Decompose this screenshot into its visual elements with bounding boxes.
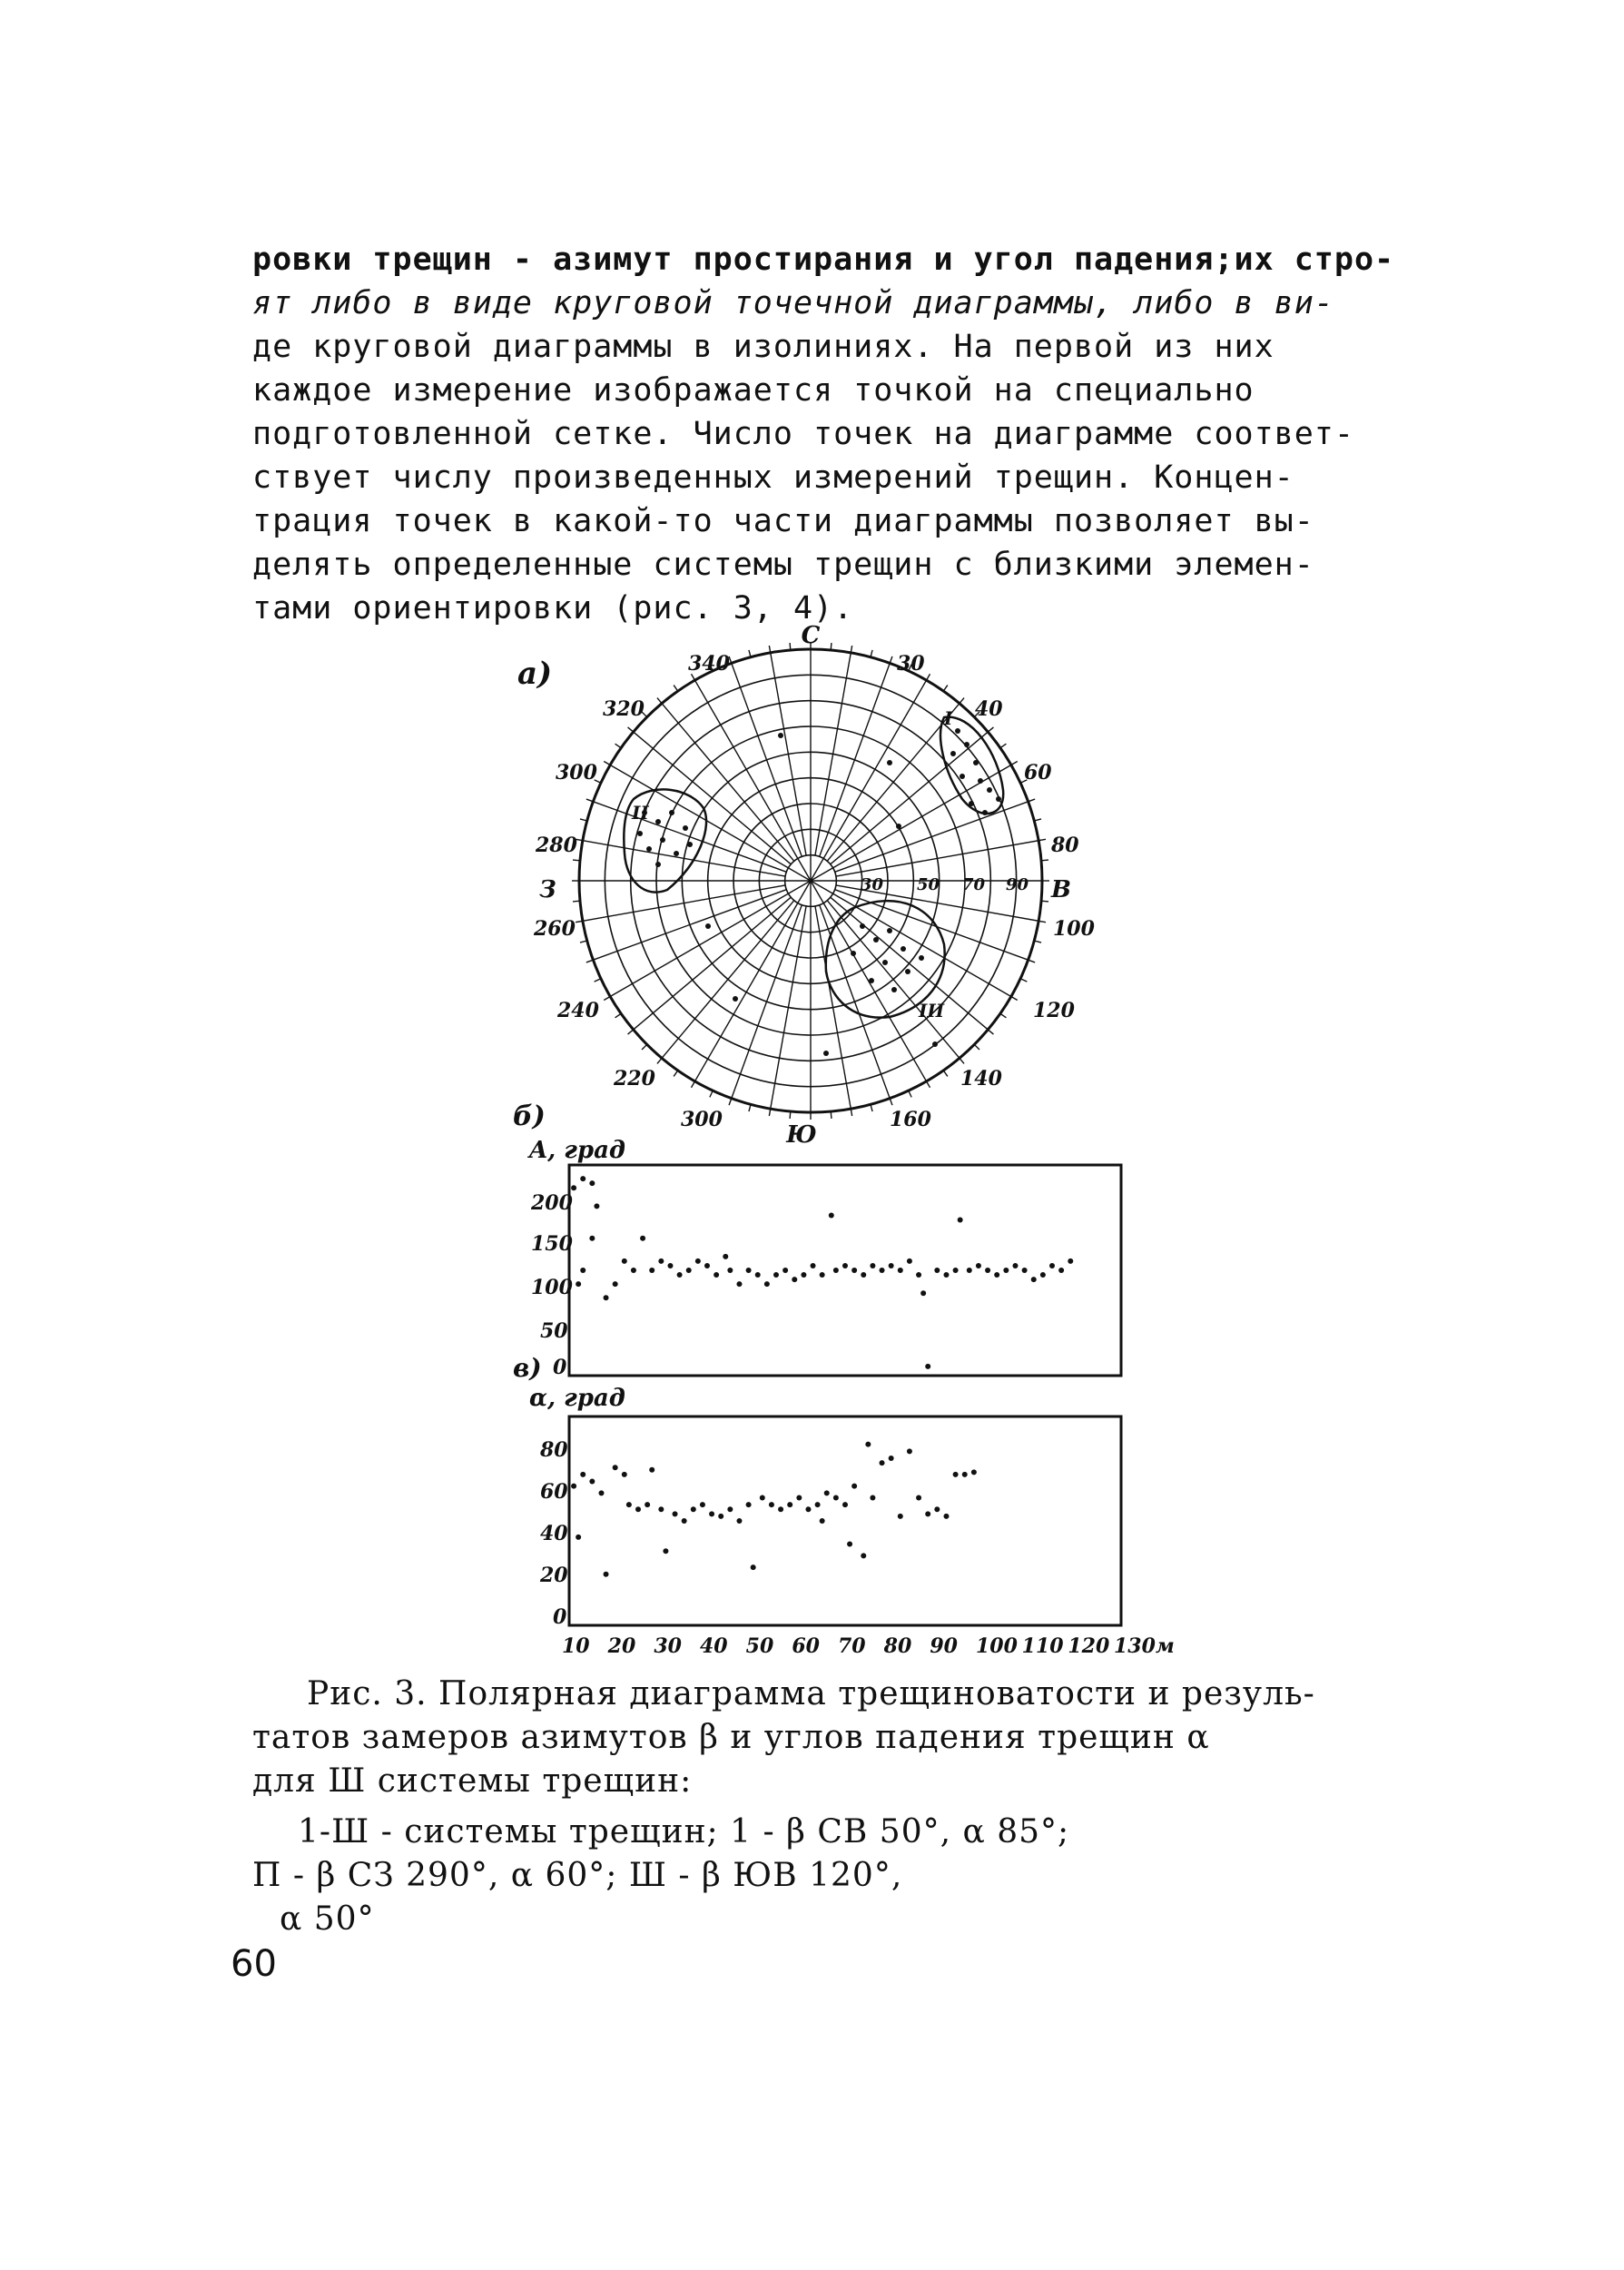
scatter-point xyxy=(842,1263,848,1268)
scatter-point xyxy=(925,1511,930,1516)
polar-point xyxy=(932,1041,938,1047)
scatter-point xyxy=(640,1236,645,1241)
y-tick-label: 50 xyxy=(540,1319,568,1343)
scatter-point xyxy=(589,1180,595,1186)
scatter-point xyxy=(682,1518,687,1524)
grid-radial-line xyxy=(583,841,785,876)
scatter-point xyxy=(649,1467,655,1473)
radial-label: 50 xyxy=(917,875,940,894)
scatter-point xyxy=(907,1258,912,1264)
scatter-point xyxy=(764,1281,770,1287)
figure-label-a: а) xyxy=(517,656,553,692)
caption-line: для Ш системы трещин: xyxy=(252,1762,693,1800)
scatter-point xyxy=(723,1254,728,1259)
scatter-point xyxy=(934,1506,940,1512)
rim-tick xyxy=(573,901,580,902)
scatter-point xyxy=(898,1268,903,1273)
y-tick-label: 0 xyxy=(553,1605,567,1629)
rim-tick xyxy=(988,727,993,732)
system-label: III xyxy=(919,1000,945,1022)
radial-label: 90 xyxy=(1006,875,1029,894)
scatter-point xyxy=(889,1263,894,1268)
rim-tick xyxy=(628,1030,634,1034)
grid-radial-line xyxy=(583,885,785,921)
azimuth-label: 120 xyxy=(1033,999,1075,1022)
rim-tick xyxy=(586,799,594,802)
polar-point xyxy=(882,960,888,965)
system-label: I xyxy=(944,707,953,729)
grid-radial-line xyxy=(771,653,806,855)
scatter-point xyxy=(677,1272,683,1278)
polar-point xyxy=(987,787,992,793)
polar-point xyxy=(733,996,738,1002)
azimuth-label: 240 xyxy=(557,999,599,1022)
scatter-point xyxy=(691,1506,696,1512)
scatter-point xyxy=(658,1506,664,1512)
azimuth-label: 80 xyxy=(1051,834,1079,857)
rim-tick xyxy=(943,1071,948,1077)
scatter-point xyxy=(594,1203,599,1209)
dip-angle-scatter-chart xyxy=(522,1380,1175,1662)
figure-caption xyxy=(252,1673,1432,1941)
scatter-point xyxy=(861,1272,866,1278)
x-tick-labels xyxy=(562,1634,1175,1658)
data-points xyxy=(571,1442,977,1577)
azimuth-label: 300 xyxy=(556,761,597,785)
rim-tick xyxy=(831,643,832,650)
azimuth-label: 160 xyxy=(890,1108,931,1131)
rim-tick xyxy=(790,643,791,650)
scatter-point xyxy=(571,1185,576,1190)
azimuth-label: 320 xyxy=(603,697,645,721)
scatter-point xyxy=(847,1542,852,1547)
rim-tick xyxy=(628,727,634,732)
page-number: 60 xyxy=(231,1943,277,1985)
scatter-point xyxy=(576,1281,581,1287)
grid-radial-line xyxy=(836,841,1038,876)
x-tick-label: 40 xyxy=(700,1634,728,1658)
x-tick-label: 70 xyxy=(838,1634,866,1658)
scatter-point xyxy=(880,1268,885,1273)
polar-point xyxy=(669,810,674,815)
rim-tick xyxy=(604,762,610,765)
scatter-point xyxy=(604,1295,609,1300)
rim-tick xyxy=(729,1099,732,1106)
text-line: ят либо в виде круговой точечной диаграммы, либо в ви- xyxy=(252,285,1334,321)
rim-tick xyxy=(790,1111,791,1119)
scatter-point xyxy=(865,1442,871,1447)
polar-point xyxy=(851,951,856,956)
scatter-point xyxy=(649,1268,655,1273)
scatter-point xyxy=(667,1263,673,1268)
east-label: В xyxy=(1051,876,1071,903)
scatter-point xyxy=(645,1502,650,1507)
scatter-point xyxy=(796,1495,802,1500)
scatter-point xyxy=(880,1460,885,1466)
scatter-point xyxy=(985,1268,990,1273)
west-label: З xyxy=(539,876,556,903)
azimuth-label: 40 xyxy=(975,697,1003,721)
polar-dots xyxy=(637,728,1001,1056)
grid-radial-line xyxy=(815,653,851,855)
scatter-point xyxy=(778,1506,783,1512)
scatter-point xyxy=(1003,1268,1009,1273)
polar-point xyxy=(950,751,956,756)
scatter-point xyxy=(576,1535,581,1540)
polar-point xyxy=(655,862,661,867)
x-tick-label: 60 xyxy=(792,1634,820,1658)
caption-line: α 50° xyxy=(280,1900,375,1938)
scatter-point xyxy=(861,1553,866,1558)
rim-tick xyxy=(573,860,580,861)
scatter-point xyxy=(727,1268,733,1273)
scatter-point xyxy=(820,1272,825,1278)
system-label: II xyxy=(632,802,649,824)
polar-point xyxy=(778,733,783,738)
scatter-point xyxy=(589,1479,595,1485)
scatter-point xyxy=(704,1263,710,1268)
scatter-point xyxy=(994,1272,999,1278)
scatter-point xyxy=(718,1514,723,1519)
rim-tick xyxy=(1000,744,1007,748)
rim-tick xyxy=(909,1091,911,1097)
x-tick-label: 20 xyxy=(607,1634,636,1658)
figure-label-v: в) xyxy=(513,1353,542,1383)
x-tick-label: 100 xyxy=(976,1634,1018,1658)
polar-point xyxy=(901,946,906,952)
y-tick-label: 100 xyxy=(531,1276,573,1299)
scatter-point xyxy=(1058,1268,1064,1273)
rim-tick xyxy=(988,1030,993,1034)
scatter-point xyxy=(598,1490,604,1495)
scatter-point xyxy=(613,1281,618,1287)
scatter-point xyxy=(769,1502,774,1507)
y-tick-label: 80 xyxy=(540,1438,568,1462)
rim-tick xyxy=(580,819,587,821)
x-tick-label: 80 xyxy=(883,1634,912,1658)
rim-tick xyxy=(1029,799,1036,802)
y-tick-label: 0 xyxy=(553,1356,567,1379)
scatter-point xyxy=(1022,1268,1028,1273)
y-axis-label: A, град xyxy=(529,1137,626,1164)
rim-tick xyxy=(1029,960,1036,962)
text-line: делять определенные системы трещин с близкими элемен- xyxy=(252,547,1314,583)
rim-tick xyxy=(674,686,678,692)
scatter-point xyxy=(811,1263,816,1268)
rim-tick xyxy=(1034,819,1041,821)
azimuth-label: 300 xyxy=(681,1108,723,1131)
polar-point xyxy=(978,778,983,784)
caption-line: 1-Ш - системы трещин; 1 - β СВ 50°, α 85°; xyxy=(298,1813,1070,1851)
scatter-point xyxy=(889,1456,894,1461)
south-label: Ю xyxy=(786,1121,817,1149)
azimuth-label: 340 xyxy=(688,652,730,676)
text-line: ровки трещин - азимут простирания и угол падения;их стро- xyxy=(252,242,1395,278)
scatter-point xyxy=(976,1263,981,1268)
scatter-point xyxy=(953,1472,959,1477)
polar-point xyxy=(646,846,652,852)
text-line: каждое измерение изображается точкой на специально xyxy=(252,372,1255,409)
radial-label: 30 xyxy=(861,875,884,894)
polar-point xyxy=(896,824,901,829)
scatter-point xyxy=(622,1472,627,1477)
scatter-point xyxy=(635,1506,641,1512)
rim-tick xyxy=(1041,860,1048,861)
caption-line: татов замеров азимутов β и углов падения трещин α xyxy=(252,1719,1210,1756)
scatter-point xyxy=(773,1272,779,1278)
scatter-point xyxy=(760,1495,765,1500)
y-tick-label: 200 xyxy=(531,1191,573,1215)
scatter-point xyxy=(751,1564,756,1570)
scatter-point xyxy=(727,1506,733,1512)
polar-point xyxy=(891,987,897,992)
scatter-point xyxy=(916,1272,921,1278)
text-line: подготовленной сетке. Число точек на диаграмме соответ- xyxy=(252,416,1354,452)
scatter-point xyxy=(943,1514,949,1519)
scatter-point xyxy=(801,1272,806,1278)
scatter-point xyxy=(916,1495,921,1500)
rim-tick xyxy=(657,698,662,704)
scatter-point xyxy=(815,1502,821,1507)
x-tick-label: 130м xyxy=(1114,1634,1175,1658)
text-line: ствует числу произведенных измерений трещин. Концен- xyxy=(252,459,1294,496)
polar-point xyxy=(660,837,665,843)
scatter-point xyxy=(700,1502,705,1507)
scatter-point xyxy=(833,1495,839,1500)
x-tick-label: 10 xyxy=(562,1634,590,1658)
text-line: тами ориентировки (рис. 3, 4). xyxy=(252,590,854,627)
x-tick-label: 30 xyxy=(654,1634,682,1658)
y-tick-label: 150 xyxy=(531,1232,573,1256)
scatter-point xyxy=(934,1268,940,1273)
polar-point xyxy=(960,774,965,779)
azimuth-label: 220 xyxy=(614,1067,655,1091)
scatter-point xyxy=(580,1176,586,1181)
scatter-point xyxy=(604,1572,609,1577)
rim-tick xyxy=(960,1058,964,1063)
scatter-point xyxy=(842,1502,848,1507)
rim-tick xyxy=(657,1058,662,1063)
scatter-point xyxy=(626,1502,632,1507)
scatter-point xyxy=(792,1277,797,1282)
scatter-point xyxy=(851,1268,857,1273)
scatter-point xyxy=(571,1484,576,1489)
scatter-point xyxy=(673,1511,678,1516)
azimuth-label: 140 xyxy=(960,1067,1002,1091)
scatter-point xyxy=(898,1514,903,1519)
scatter-point xyxy=(833,1268,839,1273)
rim-tick xyxy=(1020,979,1027,982)
scatter-point xyxy=(787,1502,792,1507)
x-tick-label: 90 xyxy=(930,1634,958,1658)
polar-point xyxy=(964,742,969,747)
scatter-point xyxy=(958,1218,963,1223)
scatter-point xyxy=(1049,1263,1055,1268)
scatter-point xyxy=(1031,1277,1037,1282)
rim-tick xyxy=(586,960,594,962)
radial-label: 70 xyxy=(962,875,986,894)
polar-point xyxy=(887,928,892,933)
y-tick-label: 20 xyxy=(540,1564,568,1587)
scatter-point xyxy=(580,1268,586,1273)
polar-point xyxy=(687,842,693,847)
y-axis-label: α, град xyxy=(529,1385,625,1412)
scatter-point xyxy=(709,1511,714,1516)
polar-point xyxy=(955,728,960,734)
scatter-point xyxy=(829,1212,834,1218)
polar-point xyxy=(860,923,865,929)
scatter-point xyxy=(580,1472,586,1477)
rim-tick xyxy=(1000,1013,1007,1018)
scatter-point xyxy=(805,1506,811,1512)
rim-tick xyxy=(890,656,892,664)
scatter-point xyxy=(755,1272,761,1278)
scatter-point xyxy=(622,1258,627,1264)
azimuth-label: 100 xyxy=(1053,917,1095,941)
scatter-point xyxy=(736,1281,742,1287)
rim-tick xyxy=(960,698,964,704)
azimuth-scatter-chart xyxy=(522,1130,1157,1389)
scatter-point xyxy=(746,1502,752,1507)
text-line: трация точек в какой-то части диаграммы позволяет вы- xyxy=(252,503,1314,539)
rim-tick xyxy=(595,979,601,982)
y-tick-label: 60 xyxy=(540,1480,568,1504)
figure-label-b: б) xyxy=(513,1100,546,1132)
scatter-point xyxy=(613,1465,618,1470)
scatter-point xyxy=(971,1469,977,1475)
scatter-point xyxy=(967,1268,972,1273)
scatter-point xyxy=(907,1448,912,1454)
rim-tick xyxy=(604,997,610,1001)
polar-diagram xyxy=(508,622,1144,1153)
polar-point xyxy=(973,760,979,765)
scatter-point xyxy=(851,1484,857,1489)
scatter-point xyxy=(658,1258,664,1264)
scatter-point xyxy=(1068,1258,1073,1264)
rim-tick xyxy=(890,1099,892,1106)
north-label: С xyxy=(801,622,821,649)
polar-point xyxy=(705,923,711,929)
rim-tick xyxy=(692,1081,695,1088)
scatter-point xyxy=(1040,1272,1046,1278)
scatter-point xyxy=(686,1268,692,1273)
rim-tick xyxy=(943,686,948,692)
polar-point xyxy=(674,851,679,856)
scatter-point xyxy=(746,1268,752,1273)
rim-tick xyxy=(1041,901,1048,902)
scatter-point xyxy=(943,1272,949,1278)
scatter-point xyxy=(824,1490,830,1495)
caption-line: Рис. 3. Полярная диаграмма трещиноватости и резуль- xyxy=(307,1675,1315,1712)
x-tick-label: 50 xyxy=(745,1634,774,1658)
y-tick-label: 40 xyxy=(540,1522,568,1545)
azimuth-label: 60 xyxy=(1024,761,1052,785)
rim-tick xyxy=(927,1081,930,1088)
scatter-point xyxy=(953,1268,959,1273)
text-line: де круговой диаграммы в изолиниях. На первой из них xyxy=(252,329,1275,365)
scatter-point xyxy=(663,1548,668,1554)
scatter-point xyxy=(925,1364,930,1369)
scatter-point xyxy=(1012,1263,1018,1268)
azimuth-label: 260 xyxy=(534,917,576,941)
azimuth-label: 30 xyxy=(897,652,925,676)
polar-point xyxy=(887,760,892,765)
body-paragraph xyxy=(252,238,1405,630)
plot-frame xyxy=(569,1416,1121,1625)
polar-point xyxy=(655,819,661,824)
data-points xyxy=(571,1176,1073,1369)
rim-tick xyxy=(674,1071,678,1077)
rim-tick xyxy=(642,1044,647,1050)
x-tick-label: 110 xyxy=(1021,1634,1064,1658)
azimuth-label: 280 xyxy=(536,834,577,857)
x-tick-label: 120 xyxy=(1068,1634,1110,1658)
polar-point xyxy=(905,969,910,974)
rim-tick xyxy=(615,1013,622,1018)
polar-point xyxy=(823,1051,829,1056)
scatter-point xyxy=(962,1472,968,1477)
scatter-point xyxy=(920,1290,926,1296)
polar-point xyxy=(869,978,874,983)
scatter-point xyxy=(736,1518,742,1524)
polar-point xyxy=(919,955,924,961)
grid-radial-line xyxy=(815,906,851,1109)
rim-tick xyxy=(615,744,622,748)
polar-point xyxy=(873,937,879,943)
rim-tick xyxy=(974,1044,979,1050)
scatter-point xyxy=(695,1258,701,1264)
scatter-point xyxy=(782,1268,788,1273)
grid-radial-line xyxy=(771,906,806,1109)
polar-point xyxy=(683,825,688,831)
caption-line: П - β СЗ 290°, α 60°; Ш - β ЮВ 120°, xyxy=(252,1857,903,1894)
rim-tick xyxy=(1011,762,1018,765)
scatter-point xyxy=(714,1272,719,1278)
polar-point xyxy=(996,796,1001,802)
scatter-point xyxy=(870,1495,875,1500)
scatter-point xyxy=(631,1268,636,1273)
scatter-point xyxy=(870,1263,875,1268)
rim-tick xyxy=(710,1091,713,1097)
scatter-point xyxy=(820,1518,825,1524)
polar-point xyxy=(637,831,643,836)
rim-tick xyxy=(831,1111,832,1119)
rim-tick xyxy=(927,674,930,680)
rim-tick xyxy=(1011,997,1018,1001)
scatter-point xyxy=(589,1236,595,1241)
